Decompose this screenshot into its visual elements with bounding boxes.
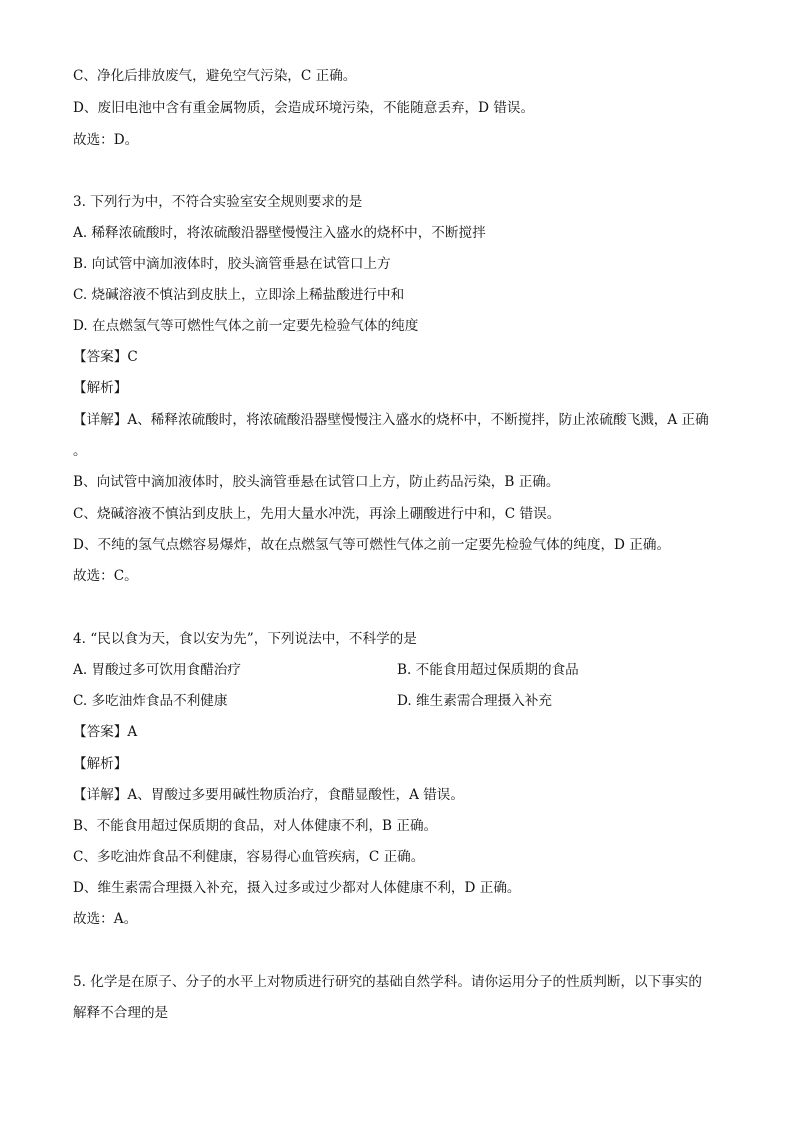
q3-detail-4: D、不纯的氢气点燃容易爆炸，故在点燃氢气等可燃性气体之前一定要先检验气体的纯度，D 正确。 (73, 537, 671, 553)
q3-detail-2: B、向试管中滴加液体时，胶头滴管垂悬在试管口上方，防止药品污染，B 正确。 (73, 474, 560, 490)
q3-option-b: B. 向试管中滴加液体时，胶头滴管垂悬在试管口上方 (73, 256, 391, 272)
q2-option-d-explanation: D、废旧电池中含有重金属物质，会造成环境污染，不能随意丢弃，D 错误。 (73, 100, 535, 116)
q4-analysis-label: 【解析】 (73, 756, 128, 772)
q4-detail-3: C、多吃油炸食品不利健康，容易得心血管疾病，C 正确。 (73, 849, 425, 865)
q4-option-d: D. 维生素需合理摄入补充 (397, 693, 552, 709)
q4-option-c: C. 多吃油炸食品不利健康 (73, 693, 228, 709)
q4-option-a: A. 胃酸过多可饮用食醋治疗 (73, 662, 241, 678)
q4-detail-4: D、维生素需合理摄入补充，摄入过多或过少都对人体健康不利，D 正确。 (73, 880, 521, 896)
q2-option-c-explanation: C、净化后排放废气，避免空气污染，C 正确。 (73, 68, 357, 84)
q4-stem: 4. “民以食为天，食以安为先”，下列说法中，不科学的是 (73, 631, 417, 647)
q3-answer: 【答案】C (73, 349, 138, 365)
q2-choice: 故选：D。 (73, 132, 139, 148)
q3-detail-1-end: 。 (73, 443, 87, 459)
q5-stem-line-2: 解释不合理的是 (73, 1005, 169, 1021)
q3-option-d: D. 在点燃氢气等可燃性气体之前一定要先检验气体的纯度 (73, 318, 419, 334)
q4-answer: 【答案】A (73, 724, 138, 740)
q3-option-a: A. 稀释浓硫酸时，将浓硫酸沿器壁慢慢注入盛水的烧杯中，不断搅拌 (73, 225, 486, 241)
q4-option-b: B. 不能食用超过保质期的食品 (397, 662, 579, 678)
q4-detail-2: B、不能食用超过保质期的食品，对人体健康不利，B 正确。 (73, 818, 438, 834)
q4-detail-1: 【详解】A、胃酸过多要用碱性物质治疗，食醋显酸性，A 错误。 (73, 787, 464, 803)
q3-stem: 3. 下列行为中，不符合实验室安全规则要求的是 (73, 194, 363, 210)
q3-analysis-label: 【解析】 (73, 380, 128, 396)
q5-stem-line-1: 5. 化学是在原子、分子的水平上对物质进行研究的基础自然学科。请你运用分子的性质判断，以下事实的 (73, 974, 703, 990)
q3-option-c: C. 烧碱溶液不慎沾到皮肤上，立即涂上稀盐酸进行中和 (73, 287, 405, 303)
q3-detail-3: C、烧碱溶液不慎沾到皮肤上，先用大量水冲洗，再涂上硼酸进行中和，C 错误。 (73, 506, 561, 522)
q4-choice: 故选：A。 (73, 911, 138, 927)
q3-detail-1: 【详解】A、稀释浓硫酸时，将浓硫酸沿器壁慢慢注入盛水的烧杯中，不断搅拌，防止浓硫酸飞溅，A 正确 (73, 412, 709, 428)
q3-choice: 故选：C。 (73, 568, 138, 584)
